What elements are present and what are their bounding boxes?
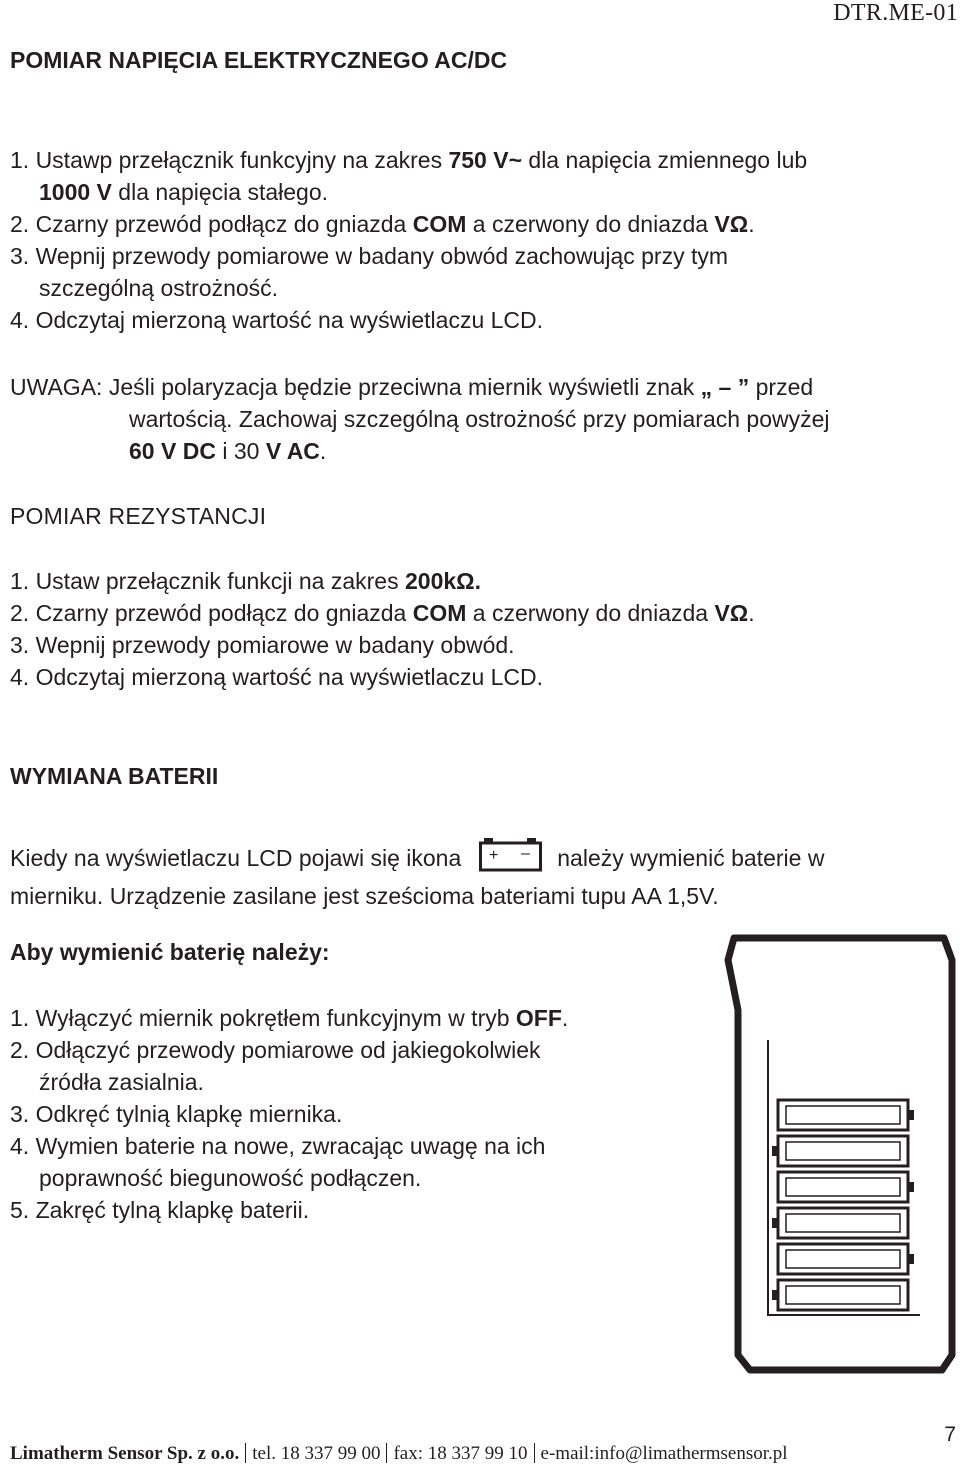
battery-subtitle: Aby wymienić baterię należy: <box>10 939 330 965</box>
footer-divider <box>534 1443 535 1463</box>
battery-step-5: 5. Zakręć tylną klapkę baterii. <box>10 1197 310 1223</box>
battery-intro-line-1: Kiedy na wyświetlaczu LCD pojawi się ikona + – należy wymienić baterie w <box>10 838 824 880</box>
battery-step-4-line-1: 4. Wymien baterie na nowe, zwracając uwagę na ich <box>10 1133 546 1159</box>
battery-intro-line-2: mierniku. Urządzenie zasilane jest sześcioma bateriami tupu AA 1,5V. <box>10 883 719 909</box>
voltage-step-3-line-1: 3. Wepnij przewody pomiarowe w badany obwód zachowując przy tym <box>10 243 729 269</box>
footer-divider <box>245 1443 246 1463</box>
page-number: 7 <box>944 1423 956 1446</box>
voltage-step-4: 4. Odczytaj mierzoną wartość na wyświetlaczu LCD. <box>10 307 544 333</box>
footer-email: e-mail:info@limathermsensor.pl <box>540 1443 788 1464</box>
voltage-step-1-line-1: 1. Ustawp przełącznik funkcyjny na zakres 750 V~ dla napięcia zmiennego lub <box>10 147 808 173</box>
voltage-step-3-line-2: szczególną ostrożność. <box>39 275 279 301</box>
svg-text:+: + <box>489 847 499 864</box>
resistance-section-title: POMIAR REZYSTANCJI <box>10 503 267 529</box>
resistance-step-4: 4. Odczytaj mierzoną wartość na wyświetlaczu LCD. <box>10 664 544 690</box>
battery-steps <box>10 1002 568 1226</box>
battery-icon <box>479 838 543 880</box>
battery-intro <box>10 838 824 912</box>
resistance-step-3: 3. Wepnij przewody pomiarowe w badany obwód. <box>10 632 515 658</box>
battery-step-1: 1. Wyłączyć miernik pokrętłem funkcyjnym w tryb OFF. <box>10 1005 569 1031</box>
footer-phone: tel. 18 337 99 00 <box>252 1443 381 1464</box>
footer <box>10 1443 788 1465</box>
note-line-3: 60 V DC i 30 V AC. <box>129 438 327 464</box>
note-line-1: UWAGA: Jeśli polaryzacja będzie przeciwna miernik wyświetli znak „ – ” przed <box>10 374 814 400</box>
voltage-note <box>10 371 830 467</box>
battery-step-3: 3. Odkręć tylnią klapkę miernika. <box>10 1101 343 1127</box>
battery-step-2-line-1: 2. Odłączyć przewody pomiarowe od jakiegokolwiek <box>10 1037 541 1063</box>
voltage-steps <box>10 144 807 336</box>
note-line-2: wartością. Zachowaj szczególną ostrożność przy pomiarach powyżej <box>129 406 830 432</box>
footer-fax: fax: 18 337 99 10 <box>393 1443 528 1464</box>
document-code: DTR.ME-01 <box>833 0 958 26</box>
resistance-step-1: 1. Ustaw przełącznik funkcji na zakres 200kΩ. <box>10 568 481 594</box>
battery-step-2-line-2: źródła zasialnia. <box>39 1069 204 1095</box>
voltage-section-title: POMIAR NAPIĘCIA ELEKTRYCZNEGO AC/DC <box>10 47 508 73</box>
voltage-step-2: 2. Czarny przewód podłącz do gniazda COM a czerwony do dniazda VΩ. <box>10 211 755 237</box>
footer-company: Limatherm Sensor Sp. z o.o. <box>10 1443 240 1464</box>
svg-text:–: – <box>521 845 531 862</box>
meter-back-illustration <box>720 930 960 1395</box>
voltage-step-1-line-2: 1000 V dla napięcia stałego. <box>39 179 329 205</box>
resistance-step-2: 2. Czarny przewód podłącz do gniazda COM a czerwony do dniazda VΩ. <box>10 600 755 626</box>
battery-step-4-line-2: poprawność biegunowość podłączen. <box>39 1165 422 1191</box>
battery-section-title: WYMIANA BATERII <box>10 763 219 789</box>
resistance-steps <box>10 565 755 693</box>
footer-divider <box>386 1443 387 1463</box>
